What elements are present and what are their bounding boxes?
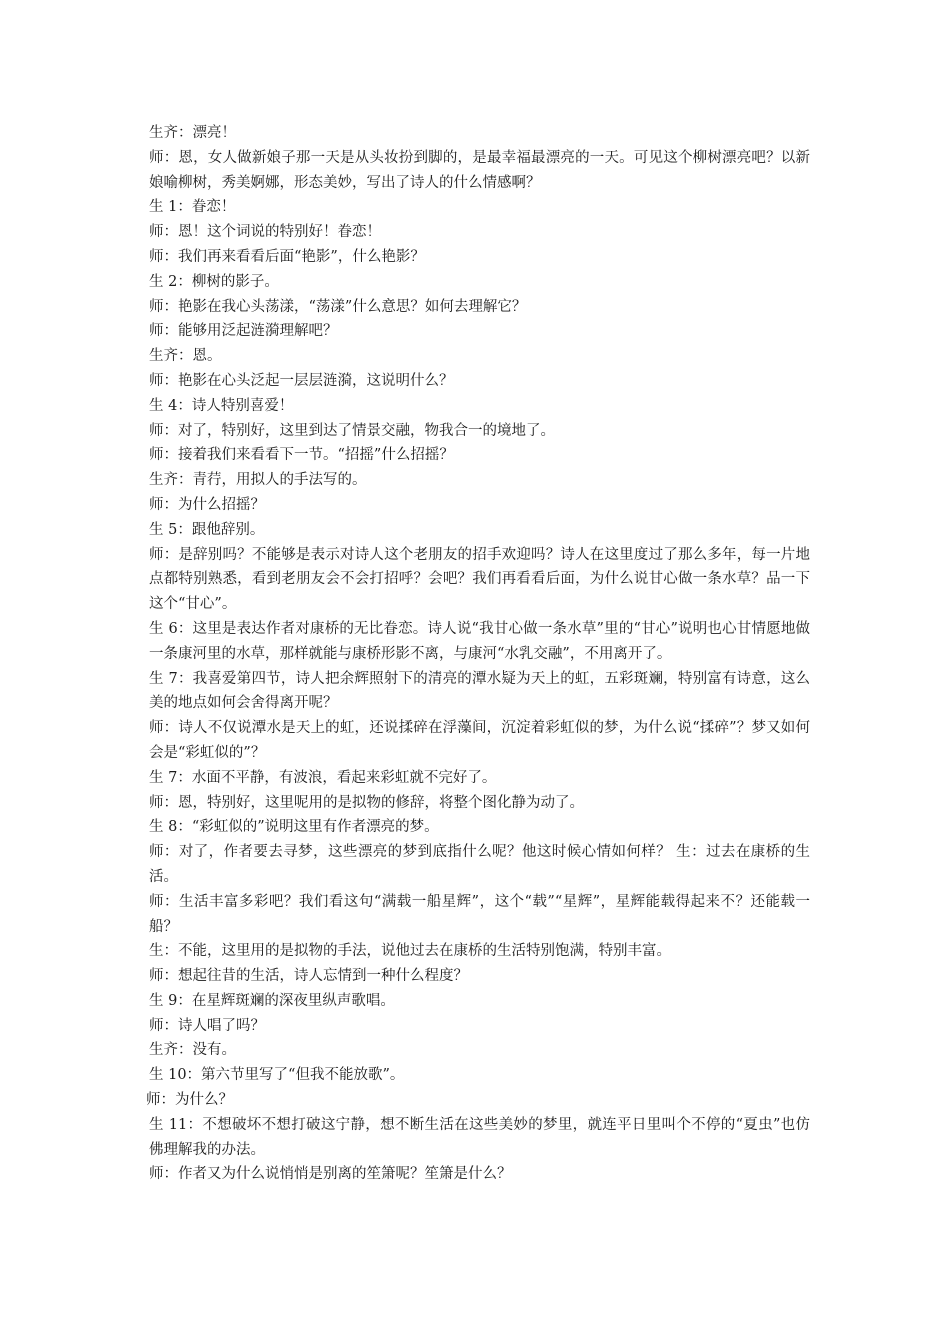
dialogue-line: 师：为什么？ (146, 1092, 233, 1109)
dialogue-line: 师：艳影在心头泛起一层层涟漪，这说明什么？ (149, 372, 454, 389)
dialogue-line: 师：我们再来看看后面“艳影”，什么艳影？ (149, 248, 425, 265)
dialogue-line: 师：接着我们来看看下一节。“招摇”什么招摇？ (149, 447, 454, 464)
dialogue-line: 生 10：第六节里写了“但我不能放歌”。 (149, 1067, 405, 1084)
dialogue-line: 师：生活丰富多彩吧？我们看这句“满载一船星辉”，这个“载”“星辉”，星辉能载得起来不？还能载一船？ (149, 893, 810, 935)
dialogue-line: 生 5：跟他辞别。 (149, 521, 265, 538)
dialogue-line: 生 4：诗人特别喜爱！ (149, 397, 294, 414)
dialogue-line: 师：诗人唱了吗？ (149, 1017, 265, 1034)
dialogue-line: 生齐：青荇，用拟人的手法写的。 (149, 472, 367, 489)
dialogue-line: 师：想起往昔的生活，诗人忘情到一种什么程度？ (149, 968, 468, 985)
dialogue-line: 生 2：柳树的影子。 (149, 273, 279, 290)
dialogue-line: 师：艳影在我心头荡漾，“荡漾”什么意思？如何去理解它？ (149, 298, 527, 315)
dialogue-line: 生齐：恩。 (149, 348, 222, 365)
dialogue-line: 师：作者又为什么说悄悄是别离的笙箫呢？笙箫是什么？ (149, 1166, 512, 1183)
dialogue-line: 师：恩，女人做新娘子那一天是从头妆扮到脚的，是最幸福最漂亮的一天。可见这个柳树漂亮吧？以新娘喻柳树，秀美婀娜，形态美妙，写出了诗人的什么情感啊？ (149, 149, 810, 191)
dialogue-line: 生 7：我喜爱第四节，诗人把余辉照射下的清亮的潭水疑为天上的虹，五彩斑斓，特别富有诗意，这么美的地点如何会舍得离开呢？ (149, 670, 810, 712)
dialogue-line: 师：恩！这个词说的特别好！眷恋！ (149, 224, 381, 241)
dialogue-line: 生：不能，这里用的是拟物的手法，说他过去在康桥的生活特别饱满，特别丰富。 (149, 943, 671, 960)
dialogue-line: 生 9：在星辉斑斓的深夜里纵声歌唱。 (149, 992, 395, 1009)
dialogue-line: 生齐：漂亮！ (149, 125, 236, 141)
dialogue-line: 生 11：不想破坏不想打破这宁静，想不断生活在这些美妙的梦里，就连平日里叫个不停的“夏虫”也仿佛理解我的办法。 (149, 1116, 810, 1158)
dialogue-line: 师：诗人不仅说潭水是天上的虹，还说揉碎在浮藻间，沉淀着彩虹似的梦，为什么说“揉碎”？梦又如何会是“彩虹似的”？ (149, 720, 810, 761)
dialogue-line: 师：对了，作者要去寻梦，这些漂亮的梦到底指什么呢？他这时候心情如何样？ 生：过去在康桥的生活。 (149, 844, 810, 885)
dialogue-line: 生齐：没有。 (149, 1042, 236, 1059)
dialogue-line: 师：为什么招摇？ (149, 496, 265, 513)
dialogue-line: 生 1：眷恋！ (149, 199, 236, 216)
dialogue-line: 师：是辞别吗？不能够是表示对诗人这个老朋友的招手欢迎吗？诗人在这里度过了那么多年，每一片地点都特别熟悉，看到老朋友会不会打招呼？会吧？我们再看看后面，为什么说甘心做一条水草？品一下这个“甘心”。 (149, 546, 810, 613)
dialogue-line: 生 6：这里是表达作者对康桥的无比眷恋。诗人说“我甘心做一条水草”里的“甘心”说明也心甘情愿地做一条康河里的水草，那样就能与康桥形影不离，与康河“水乳交融”，不用离开了。 (149, 620, 810, 662)
dialogue-line: 师：对了，特别好，这里到达了情景交融，物我合一的境地了。 (149, 422, 555, 439)
dialogue-line: 师：恩，特别好，这里呢用的是拟物的修辞，将整个图化静为动了。 (149, 794, 584, 811)
dialogue-line: 生 8：“彩虹似的”说明这里有作者漂亮的梦。 (149, 819, 439, 836)
dialogue-line: 生 7：水面不平静，有波浪，看起来彩虹就不完好了。 (149, 769, 497, 786)
document-body (146, 121, 810, 1187)
dialogue-line: 师：能够用泛起涟漪理解吧？ (149, 323, 338, 340)
